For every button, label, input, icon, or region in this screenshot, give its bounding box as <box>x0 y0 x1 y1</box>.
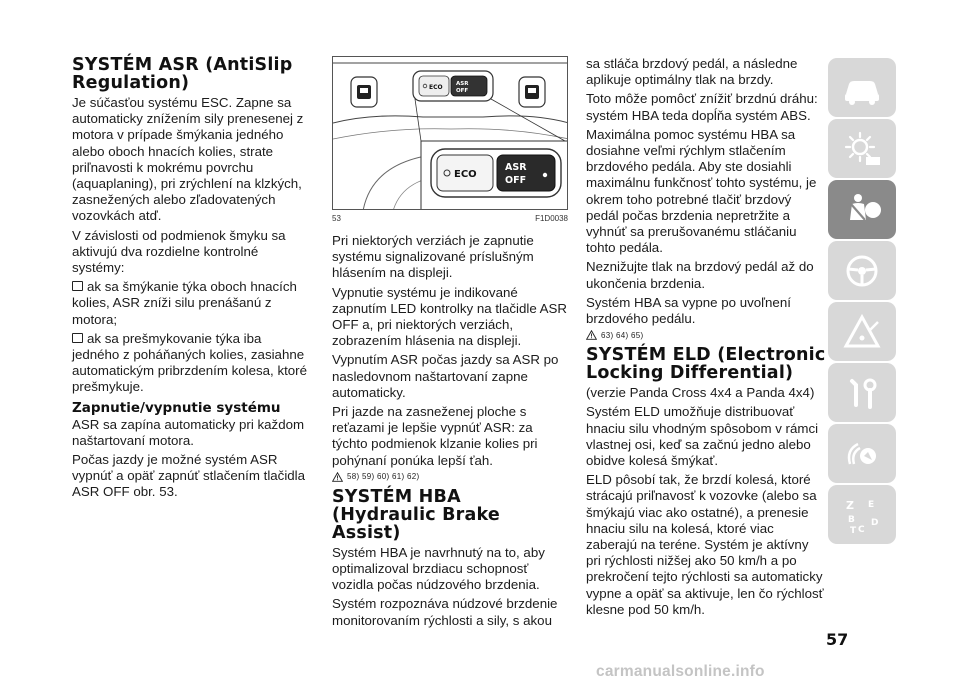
figure-number: 53 <box>332 214 341 223</box>
hba-paragraph: Systém rozpoznáva núdzové brzdenie monitorovaním rýchlosti a sily, s akou <box>332 596 558 628</box>
index-letter: E <box>868 499 875 510</box>
asr-subheading: Zapnutie/vypnutie systému <box>72 399 281 416</box>
tab-driving[interactable] <box>828 241 896 300</box>
tab-emergency[interactable] <box>828 302 896 361</box>
asr-button-label: ASR <box>505 162 527 173</box>
asr-paragraph: Počas jazdy je možné systém ASR vypnúť a opäť zapnúť stlačením tlačidla ASR OFF obr. 53. <box>72 452 306 500</box>
asr-led-indicator <box>543 173 547 177</box>
column-3 <box>586 56 826 621</box>
eld-paragraph: (verzie Panda Cross 4x4 a Panda 4x4) <box>586 385 815 401</box>
tab-safety[interactable] <box>828 180 896 239</box>
warning-refs-text: 63) 64) 65) <box>601 330 644 340</box>
warning-refs-text: 58) 59) 60) 61) 62) <box>347 472 420 482</box>
alphabet-index-icon <box>840 495 884 535</box>
column-2 <box>332 56 568 632</box>
index-letter: Z <box>846 498 854 512</box>
asr-paragraph: V závislosti od podmienok šmyku sa aktivujú dva rozdielne kontrolné systémy: <box>72 227 286 276</box>
figure-caption <box>332 214 568 223</box>
bullet-text: ak sa šmýkanie týka oboch hnacích kolies, ASR zníži silu prenášanú z motora; <box>72 279 297 327</box>
tab-maintenance[interactable] <box>828 363 896 422</box>
hba-heading: SYSTÉM HBA (Hydraulic Brake Assist) <box>332 486 500 543</box>
eld-heading: SYSTÉM ELD (Electronic Locking Differential) <box>586 345 826 384</box>
warning-triangle-icon <box>840 312 884 352</box>
index-letter: T <box>850 525 857 535</box>
eco-button-label: ECO <box>454 169 477 180</box>
small-off-label: OFF <box>456 88 469 94</box>
eld-paragraph: ELD pôsobí tak, že brzdí kolesá, ktoré strácajú priľnavosť k vozovke (alebo sa šmýkajú viac ako ostatné), a prenesie hnaciu silu na kolesá, ktoré viac zaberajú na teréne. Systém je aktívny pri rýchlosti nižšej ako 50 km/h a po prekročení tejto rýchlosti sa automaticky vypne a opäť sa aktivuje, len čo rýchlosť klesne pod 50 km/h. <box>586 472 824 617</box>
navigation-media-icon <box>840 434 884 474</box>
warning-triangle-icon <box>586 330 597 340</box>
tab-lights[interactable] <box>828 119 896 178</box>
small-asr-label: ASR <box>456 81 469 87</box>
chapter-tabs <box>828 58 896 546</box>
warning-references <box>332 472 568 482</box>
hba-paragraph: Toto môže pomôcť znížiť brzdnú dráhu: systém HBA teda dopĺňa systém ABS. <box>586 91 818 123</box>
warning-triangle-icon <box>332 472 343 482</box>
hba-paragraph: Systém HBA je navrhnutý na to, aby optimalizoval brzdiacu schopnosť vozidla počas núdzového brzdenia. <box>332 544 545 593</box>
steering-wheel-icon <box>840 251 884 291</box>
hba-paragraph: sa stláča brzdový pedál, a následne aplikuje optimálny tlak na brzdy. <box>586 56 798 88</box>
asr-heading: SYSTÉM ASR (AntiSlip Regulation) <box>72 55 293 93</box>
asr-paragraph: ASR sa zapína automaticky pri každom naštartovaní motora. <box>72 416 305 448</box>
asr-paragraph: Vypnutie systému je indikované zapnutím LED kontrolky na tlačidle ASR OFF a, pri niektorých verziách, zobrazením hlásenia na displeji. <box>332 284 568 349</box>
off-button-label: OFF <box>505 175 527 186</box>
dashboard-illustration <box>333 57 568 210</box>
asr-paragraph: Pri niektorých verziách je zapnutie systému signalizované príslušným hlásením na displeji. <box>332 233 534 281</box>
seatbelt-airbag-icon <box>840 190 884 230</box>
index-letter: D <box>871 517 879 528</box>
tab-multimedia[interactable] <box>828 424 896 483</box>
bullet-item <box>72 279 308 328</box>
hba-paragraph: Systém HBA sa vypne po uvoľnení brzdového pedálu. <box>586 294 791 327</box>
eld-paragraph: Systém ELD umožňuje distribuovať hnaciu silu vhodným spôsobom v rámci vlastnej osi, keď sa začnú jedno alebo obidve kolesá šmýkať. <box>586 404 819 469</box>
car-dashboard-icon <box>840 68 884 108</box>
index-letter: B <box>848 514 855 525</box>
tab-index[interactable] <box>828 485 896 544</box>
sun-lights-icon <box>840 129 884 169</box>
watermark: carmanualsonline.info <box>596 663 765 680</box>
page-number: 57 <box>826 630 849 649</box>
asr-paragraph: Je súčasťou systému ESC. Zapne sa automaticky znížením sily prenesenej z motora v prípade šmýkania jedného alebo oboch hnacích kolies, strate priľnavosti k mokrému povrchu (aquaplaning), pri zrýchlení na klzkých, zasnežených alebo zľadovatených vozovkách atď. <box>72 95 304 224</box>
hba-paragraph: Neznižujte tlak na brzdový pedál až do ukončenia brzdenia. <box>586 259 814 291</box>
asr-paragraph: Pri jazde na zasneženej ploche s reťazami je lepšie vypnúť ASR: za týchto podmienok klzanie kolies pri pohýnaní ponúka lepší ťah. <box>332 404 538 468</box>
index-letter: C <box>858 524 865 535</box>
figure-code: F1D0038 <box>535 214 568 223</box>
asr-paragraph: Vypnutím ASR počas jazdy sa ASR po nasledovnom naštartovaní zapne automaticky. <box>332 352 559 400</box>
tab-car-dashboard[interactable] <box>828 58 896 117</box>
bullet-text: ak sa prešmykovanie týka iba jedného z poháňaných kolies, zasiahne automatickým pribrzdením kolesa, ktoré prešmykuje. <box>72 330 308 395</box>
warning-references <box>586 330 826 340</box>
column-1 <box>72 56 308 504</box>
figure-53 <box>332 56 568 210</box>
small-eco-label: ECO <box>429 84 443 91</box>
wrench-tools-icon <box>840 373 884 413</box>
hba-paragraph: Maximálna pomoc systému HBA sa dosiahne veľmi rýchlym stlačením brzdového pedála. Aby ste dosiahli maximálnu funkčnosť tohto systému, je okrem toho potrebné tlačiť brzdový pedál počas brzdenia nepretržite a vyhnúť sa prerušovanému stláčaniu tohto pedála. <box>586 126 817 256</box>
bullet-item <box>72 331 308 396</box>
